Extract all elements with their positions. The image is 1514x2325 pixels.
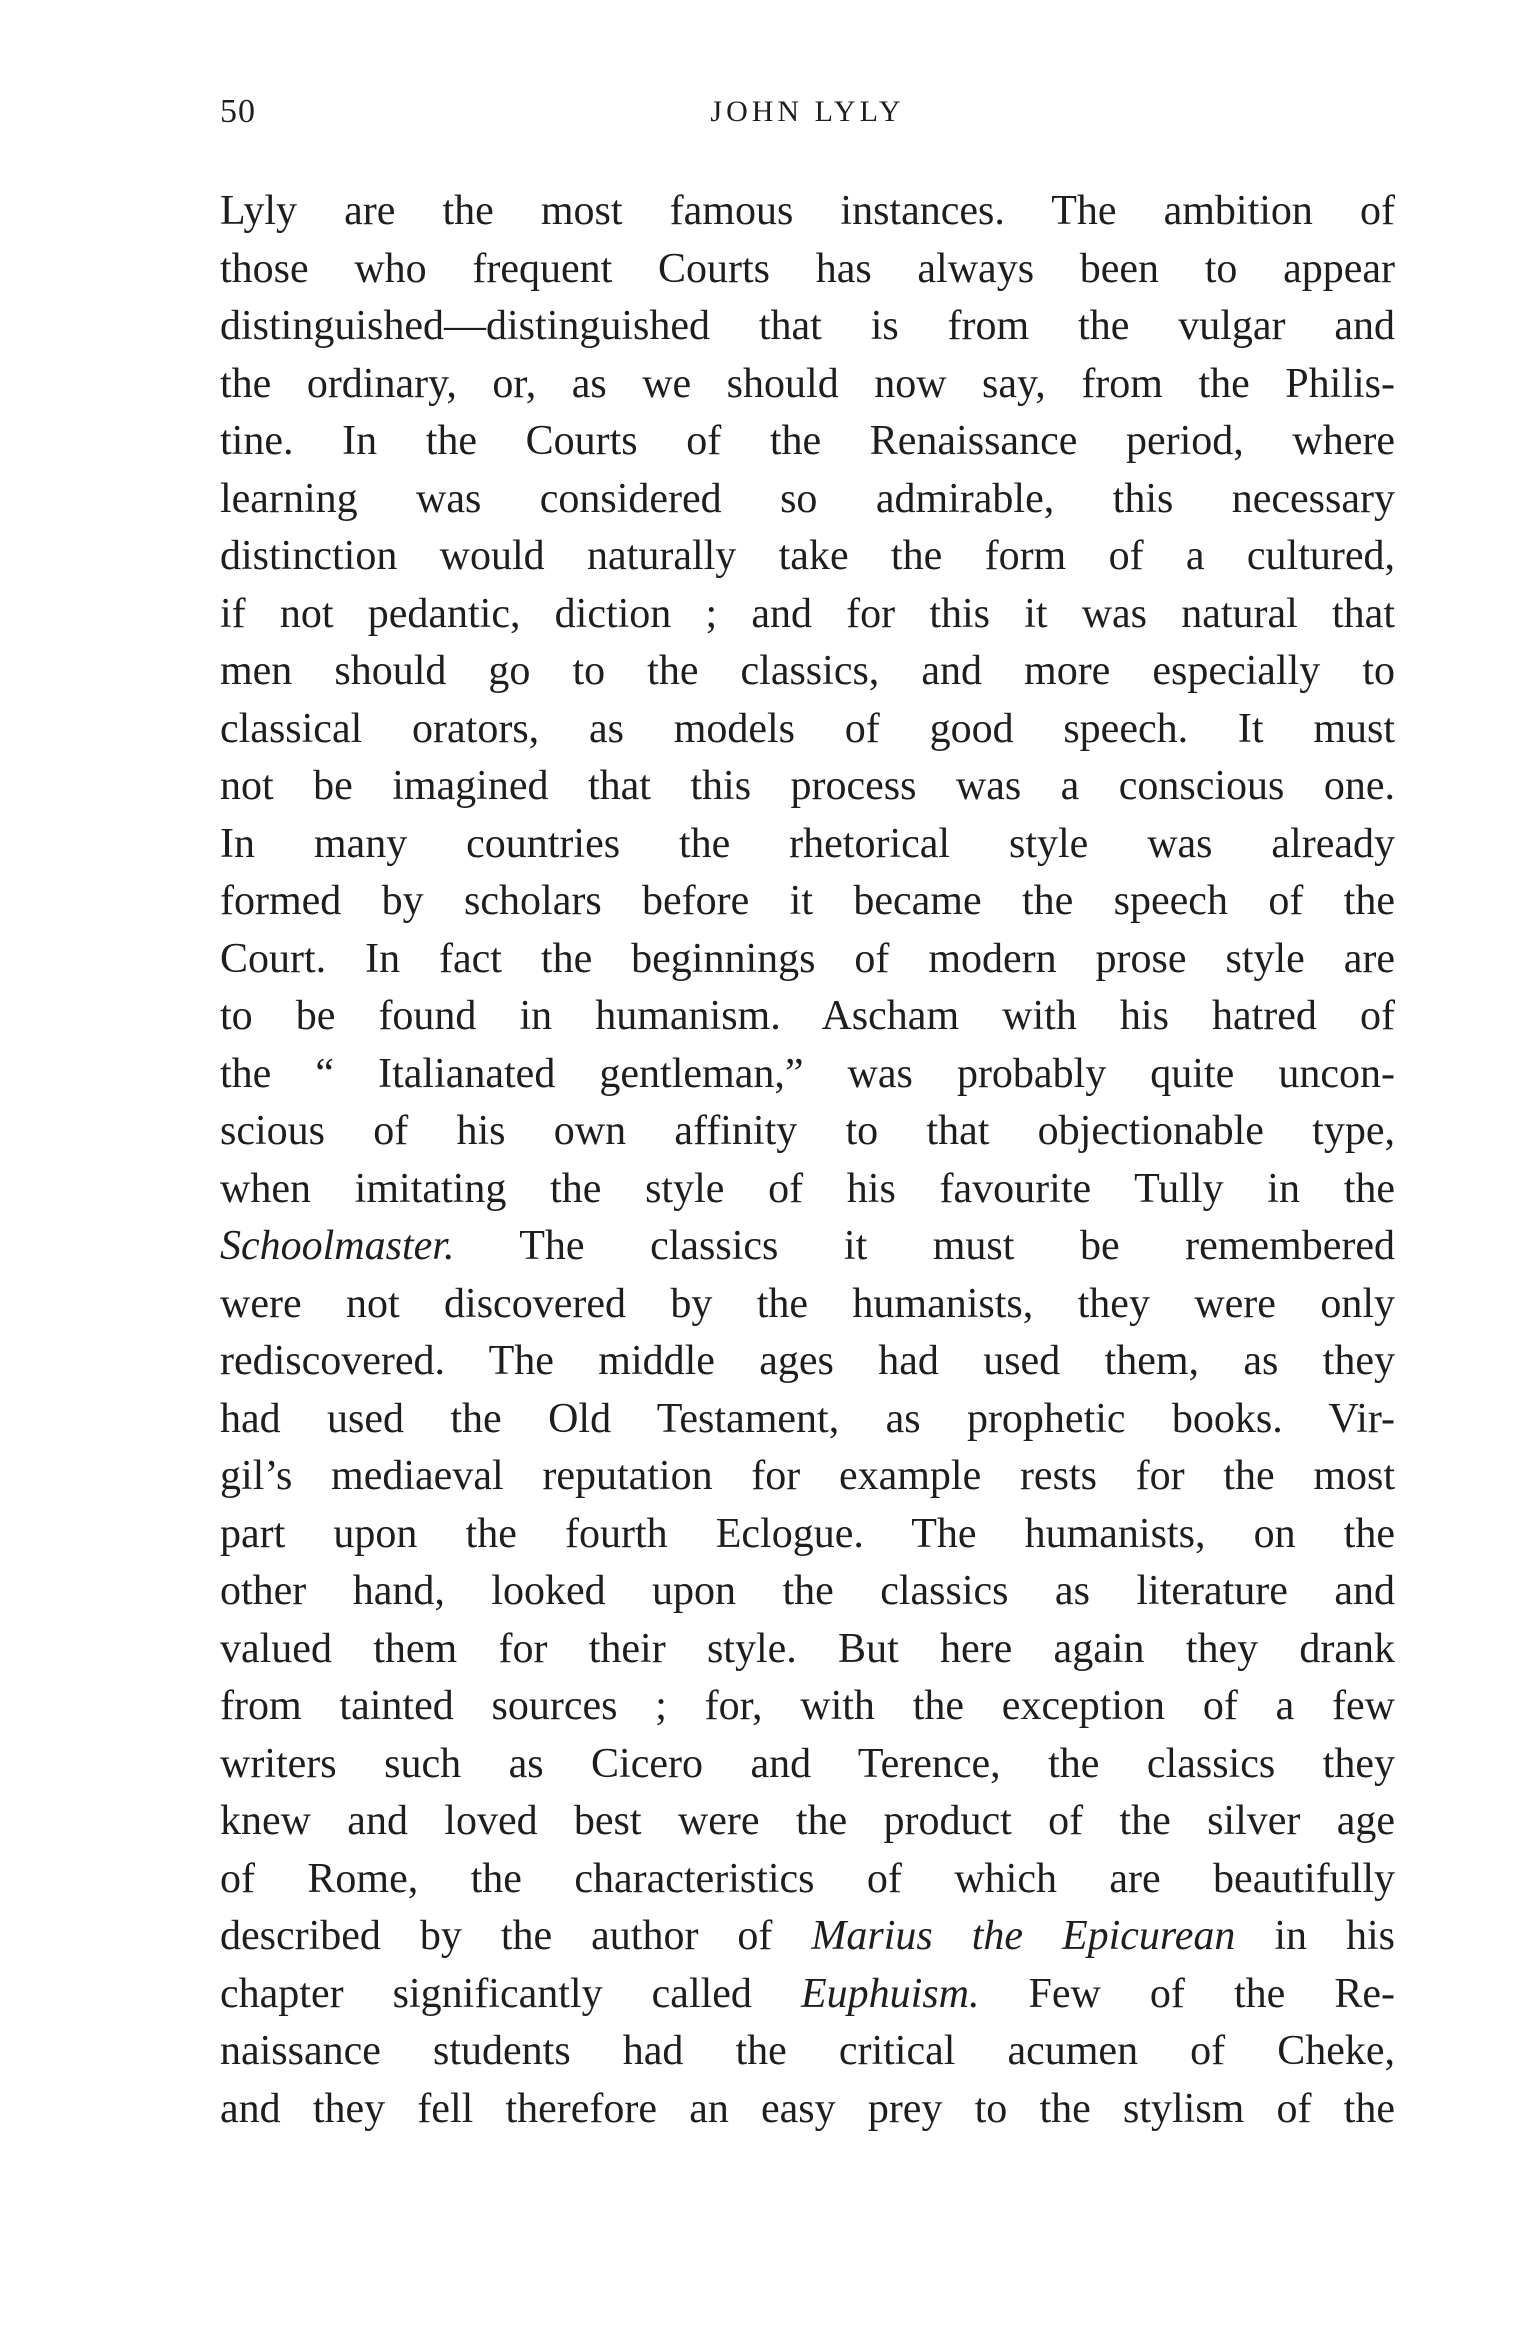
text-line: if not pedantic, diction ; and for this it was natural that [220,590,1395,637]
text-line: rediscovered. The middle ages had used them, as they [220,1338,1395,1384]
body-paragraph [220,183,1395,2138]
text-line: naissance students had the critical acumen of Cheke, [220,2028,1395,2074]
text-line: distinguished—distinguished that is from the vulgar and [220,303,1395,349]
italic-title-euphuism: Euphuism. [800,1970,980,2017]
text-line: of Rome, the characteristics of which are beautifully [220,1855,1395,1902]
text-line: writers such as Cicero and Terence, the classics they [220,1740,1395,1787]
text-line: men should go to the classics, and more especially to [220,648,1395,694]
page-header [220,92,1395,132]
italic-title-schoolmaster: Schoolmaster. [220,1223,455,1269]
text-line: the “ Italianated gentleman,” was probably quite uncon- [220,1050,1395,1097]
text-line: scious of his own affinity to that objectionable type, [220,1108,1395,1154]
text-line: other hand, looked upon the classics as literature and [220,1568,1395,1614]
italic-title-marius: Marius the Epicurean [811,1913,1236,1959]
running-head: JOHN LYLY [710,95,905,128]
text-line: those who frequent Courts has always been to appear [220,245,1395,292]
text-line: described by the author of Marius the Epicurean in his [220,1913,1395,1959]
text-line: Schoolmaster. The classics it must be remembered [220,1223,1395,1269]
text-line: part upon the fourth Eclogue. The humanists, on the [220,1510,1395,1557]
text-line: knew and loved best were the product of the silver age [220,1798,1395,1844]
text-line: the ordinary, or, as we should now say, from the Philis- [220,360,1395,407]
text-line: not be imagined that this process was a conscious one. [220,763,1395,809]
text-line: tine. In the Courts of the Renaissance period, where [220,418,1395,464]
text-line: had used the Old Testament, as prophetic books. Vir- [220,1395,1395,1442]
text-line: classical orators, as models of good speech. It must [220,705,1395,752]
text-line: learning was considered so admirable, this necessary [220,475,1395,522]
text-line: distinction would naturally take the form of a cultured, [220,533,1395,579]
text-line: chapter significantly called Euphuism. Few of the Re- [220,1970,1395,2017]
text-line: were not discovered by the humanists, they were only [220,1280,1395,1327]
text-line: In many countries the rhetorical style was already [220,820,1395,867]
text-line: formed by scholars before it became the speech of the [220,878,1395,924]
text-line: valued them for their style. But here again they drank [220,1625,1395,1672]
text-line: when imitating the style of his favourite Tully in the [220,1165,1395,1212]
text-line: Lyly are the most famous instances. The ambition of [220,188,1395,234]
text-line: Court. In fact the beginnings of modern prose style are [220,935,1395,982]
text-line: from tainted sources ; for, with the exception of a few [220,1683,1395,1729]
text-line: and they fell therefore an easy prey to the stylism of the [220,2085,1395,2132]
text-line: gil’s mediaeval reputation for example rests for the most [220,1453,1395,1499]
page-number: 50 [220,93,256,130]
text-line: to be found in humanism. Ascham with his hatred of [220,993,1395,1039]
